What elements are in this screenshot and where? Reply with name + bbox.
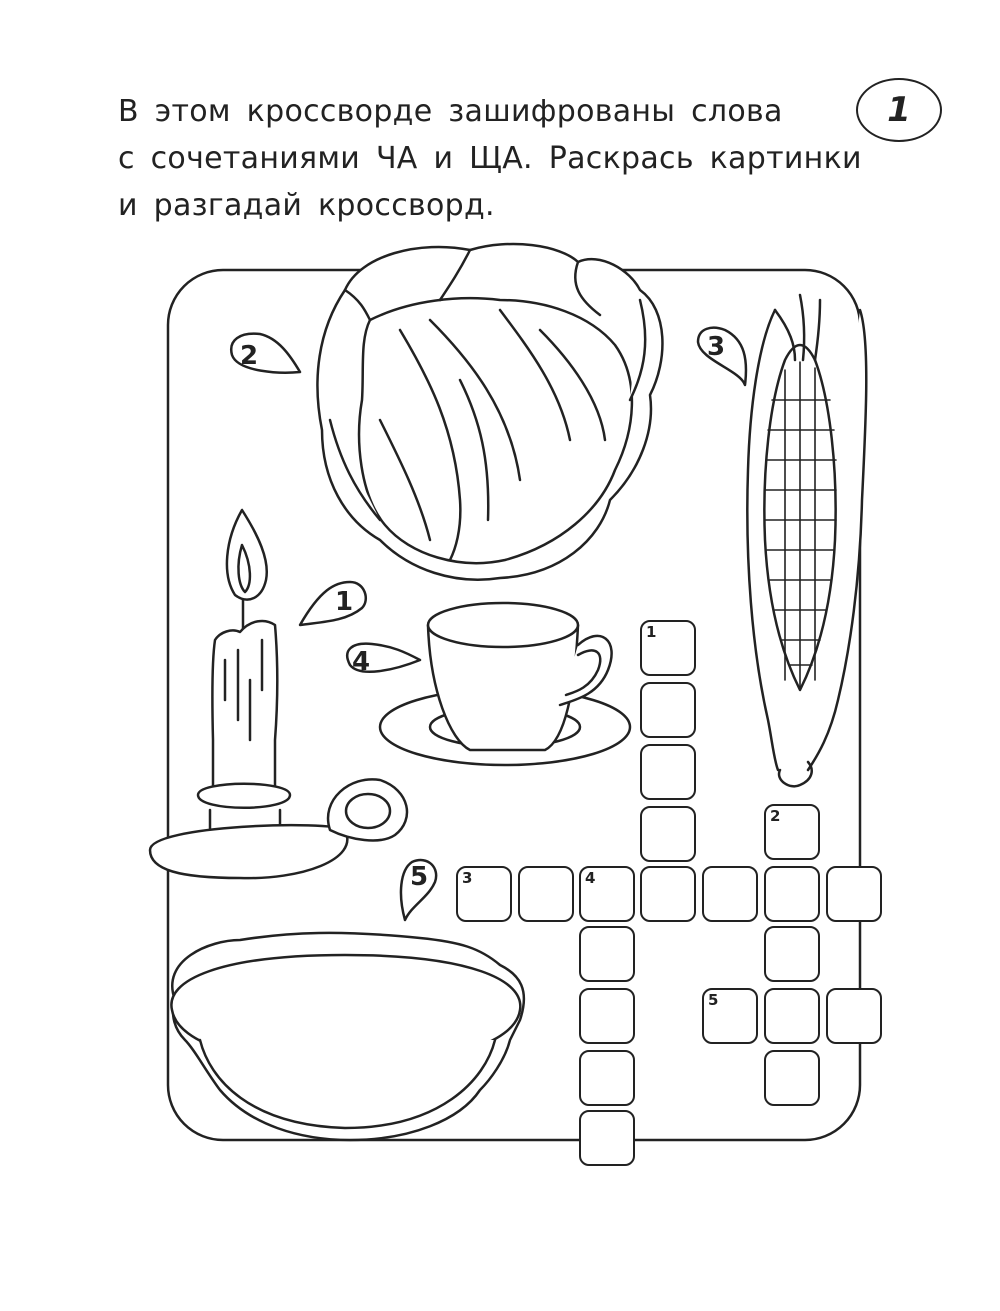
clue-number-5: 5 — [708, 991, 719, 1009]
crossword-cell[interactable] — [640, 682, 696, 738]
clue-number-4: 4 — [585, 869, 596, 887]
page-number: 1 — [887, 90, 911, 130]
candle-picture[interactable] — [150, 510, 407, 878]
crossword-cell[interactable] — [579, 926, 635, 982]
clue-number-2: 2 — [770, 807, 781, 825]
instructions-line-3: и разгадай кроссворд. — [118, 188, 495, 223]
bowl-picture[interactable] — [171, 933, 524, 1140]
instructions-line-1: В этом кроссворде зашифрованы слова — [118, 94, 783, 129]
marker-1-label: 1 — [335, 587, 354, 617]
crossword-cell[interactable] — [579, 866, 635, 922]
crossword-cell[interactable] — [764, 988, 820, 1044]
marker-1 — [300, 582, 366, 625]
crossword-cell[interactable] — [640, 866, 696, 922]
crossword-cell[interactable] — [640, 620, 696, 676]
crossword-cell[interactable] — [702, 988, 758, 1044]
crossword-cell[interactable] — [579, 1050, 635, 1106]
crossword-cell[interactable] — [764, 926, 820, 982]
marker-5 — [401, 860, 436, 920]
crossword-cell[interactable] — [640, 806, 696, 862]
crossword-cell[interactable] — [456, 866, 512, 922]
crossword-cell[interactable] — [764, 804, 820, 860]
crossword-cell[interactable] — [640, 744, 696, 800]
crossword-cell[interactable] — [764, 1050, 820, 1106]
marker-2-label: 2 — [240, 341, 259, 371]
crossword-cell[interactable] — [518, 866, 574, 922]
crossword-cell[interactable] — [702, 866, 758, 922]
crossword-cell[interactable] — [826, 988, 882, 1044]
marker-4 — [347, 644, 420, 677]
corn-picture[interactable] — [747, 295, 866, 786]
crossword-cell[interactable] — [826, 866, 882, 922]
marker-3 — [698, 328, 746, 385]
marker-5-label: 5 — [410, 862, 429, 892]
crossword-cell[interactable] — [579, 1110, 635, 1166]
marker-4-label: 4 — [352, 647, 371, 677]
instructions-line-2: с сочетаниями ЧА и ЩА. Раскрась картинки — [118, 141, 862, 176]
crossword-cell[interactable] — [764, 866, 820, 922]
cup-picture[interactable] — [380, 603, 630, 765]
marker-2 — [231, 334, 300, 373]
crossword-cell[interactable] — [579, 988, 635, 1044]
marker-3-label: 3 — [707, 332, 726, 362]
cabbage-picture[interactable] — [317, 244, 662, 580]
clue-number-3: 3 — [462, 869, 473, 887]
clue-number-1: 1 — [646, 623, 657, 641]
